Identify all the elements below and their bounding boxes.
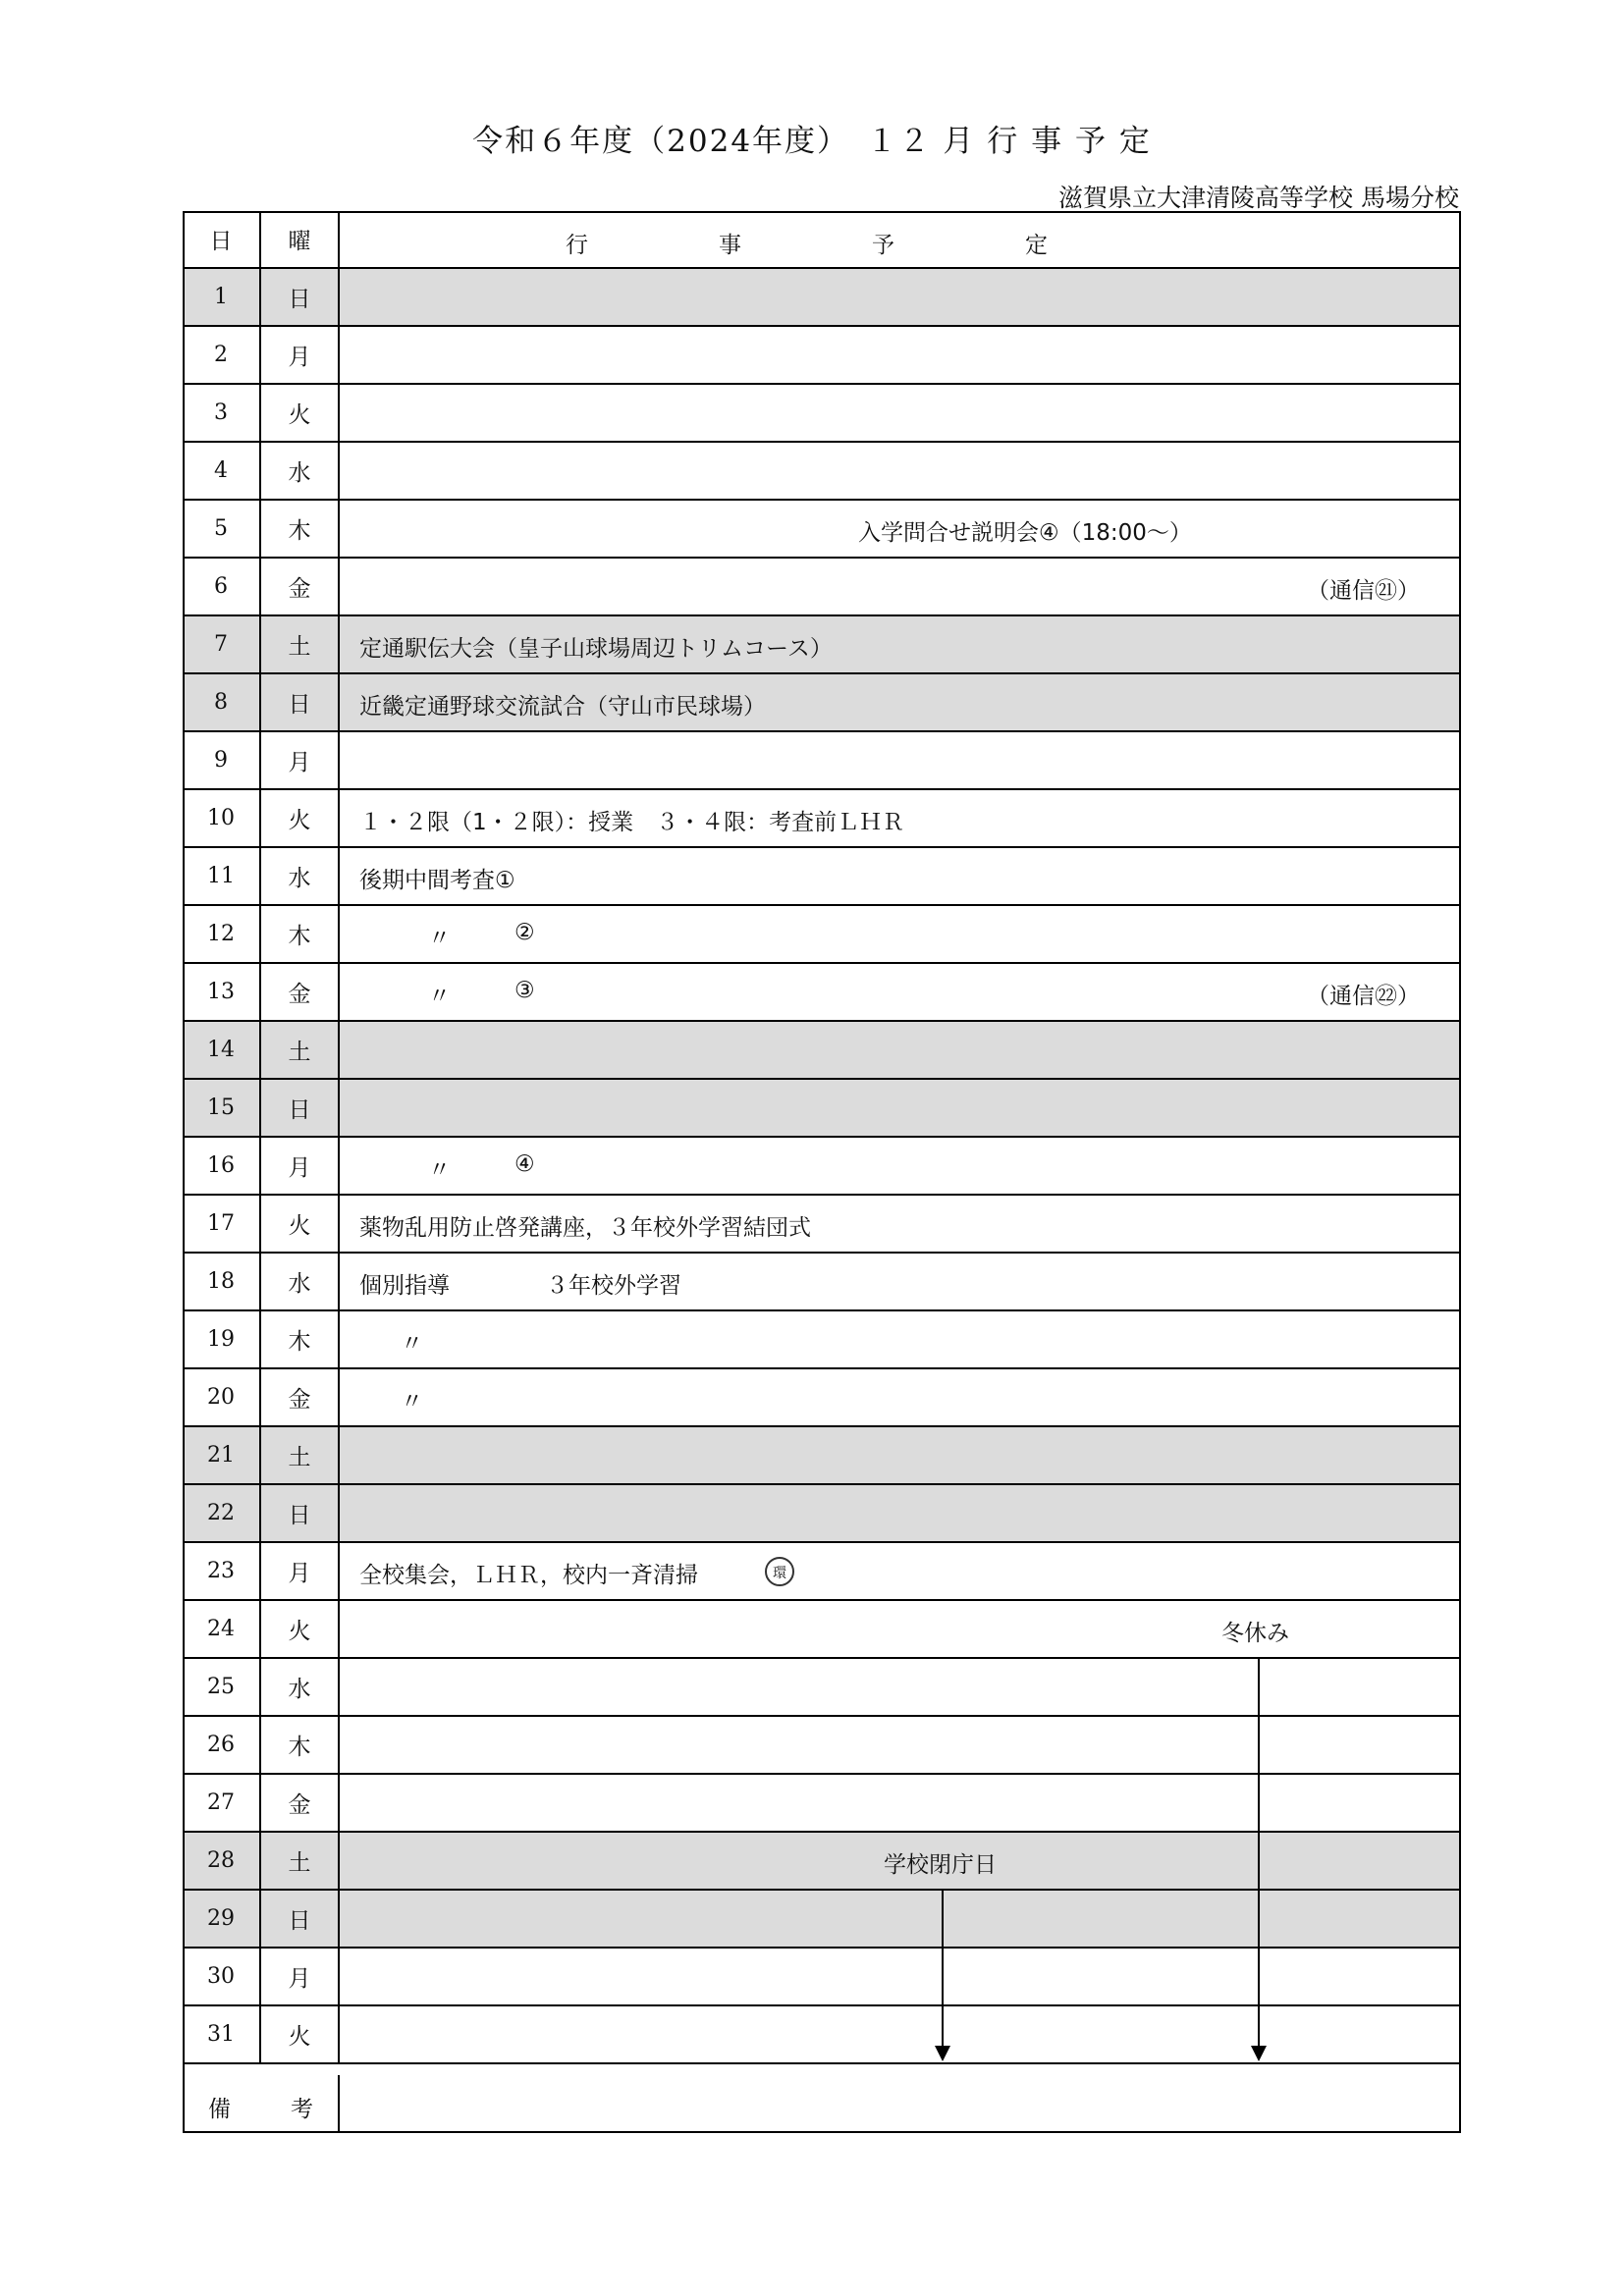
event-cell: [340, 1601, 1461, 1659]
remarks-char: 考: [291, 2097, 313, 2122]
event-cell: [340, 1138, 1461, 1196]
school-closed-label: 学校閉庁日: [884, 1852, 997, 1878]
note-text: （通信㉑）: [1307, 578, 1420, 604]
day-number: 21: [183, 1427, 261, 1485]
table-row: [183, 1485, 1461, 1543]
day-number: 24: [183, 1601, 261, 1659]
event-cell: [340, 1543, 1461, 1601]
table-row: [183, 1775, 1461, 1833]
weekday: 日: [261, 1080, 340, 1138]
event-cell: [340, 1717, 1461, 1775]
day-number: 27: [183, 1775, 261, 1833]
day-number: 15: [183, 1080, 261, 1138]
event-text: 後期中間考査①: [359, 868, 515, 893]
event-cell: [340, 616, 1461, 674]
header-events-char: 予: [872, 233, 894, 258]
day-number: 23: [183, 1543, 261, 1601]
weekday: 日: [261, 1891, 340, 1949]
day-number: 20: [183, 1369, 261, 1427]
day-number: 30: [183, 1949, 261, 2006]
table-row: [183, 674, 1461, 732]
table-row: [183, 1949, 1461, 2006]
event-text: 全校集会，ＬＨＲ，校内一斉清掃: [359, 1563, 698, 1588]
event-text: ③: [514, 978, 535, 1003]
remarks-row: [183, 2075, 1461, 2133]
header-weekday: 曜: [261, 211, 340, 269]
table-row: [183, 1196, 1461, 1254]
day-number: 4: [183, 443, 261, 501]
table-row: [183, 964, 1461, 1022]
event-cell: [340, 1022, 1461, 1080]
day-number: 11: [183, 848, 261, 906]
table-row: [183, 1311, 1461, 1369]
event-cell: [340, 906, 1461, 964]
day-number: 1: [183, 269, 261, 327]
event-cell: [340, 1833, 1461, 1891]
schedule-table: [183, 211, 1461, 2133]
table-row: [183, 1138, 1461, 1196]
weekday: 火: [261, 2006, 340, 2064]
table-row: [183, 732, 1461, 790]
day-number: 18: [183, 1254, 261, 1311]
event-cell: [340, 1427, 1461, 1485]
table-row: [183, 1369, 1461, 1427]
event-text: ②: [514, 920, 535, 945]
day-number: 2: [183, 327, 261, 385]
day-number: 31: [183, 2006, 261, 2064]
event-text: 個別指導: [359, 1273, 450, 1299]
remarks-label: [183, 2075, 340, 2133]
winter-break-span-arrow-icon: [1251, 2046, 1267, 2061]
weekday: 土: [261, 1427, 340, 1485]
table-row: [183, 385, 1461, 443]
event-text: 入学問合せ説明会④（18:00～）: [858, 520, 1192, 546]
event-cell: [340, 1775, 1461, 1833]
event-cell: [340, 848, 1461, 906]
day-number: 7: [183, 616, 261, 674]
day-number: 28: [183, 1833, 261, 1891]
page-title: 令和６年度（2024年度） １２ 月 行 事 予 定: [472, 124, 1152, 159]
weekday: 火: [261, 1601, 340, 1659]
weekday: 水: [261, 1659, 340, 1717]
ditto-mark: 〃: [401, 1331, 423, 1357]
remarks-char: 備: [208, 2097, 231, 2122]
weekday: 月: [261, 1949, 340, 2006]
ditto-mark: 〃: [428, 984, 451, 1009]
weekday: 木: [261, 1717, 340, 1775]
event-cell: [340, 559, 1461, 616]
event-cell: [340, 674, 1461, 732]
table-row: [183, 1022, 1461, 1080]
table-row: [183, 1254, 1461, 1311]
weekday: 月: [261, 1138, 340, 1196]
table-row: [183, 616, 1461, 674]
day-number: 26: [183, 1717, 261, 1775]
weekday: 金: [261, 559, 340, 616]
weekday: 月: [261, 327, 340, 385]
day-number: 16: [183, 1138, 261, 1196]
school-closed-span-arrow-icon: [935, 2046, 950, 2061]
weekday: 火: [261, 1196, 340, 1254]
day-number: 8: [183, 674, 261, 732]
environment-stamp-icon: 環: [765, 1557, 794, 1586]
event-cell: [340, 327, 1461, 385]
event-cell: [340, 501, 1461, 559]
event-cell: [340, 964, 1461, 1022]
header-day: 日: [183, 211, 261, 269]
table-row: [183, 1080, 1461, 1138]
weekday: 土: [261, 616, 340, 674]
weekday: 月: [261, 1543, 340, 1601]
header-events: [340, 211, 1461, 269]
weekday: 金: [261, 1369, 340, 1427]
table-row: [183, 559, 1461, 616]
weekday: 金: [261, 964, 340, 1022]
day-number: 5: [183, 501, 261, 559]
day-number: 22: [183, 1485, 261, 1543]
day-number: 25: [183, 1659, 261, 1717]
ditto-mark: 〃: [428, 1157, 451, 1183]
table-header: [183, 211, 1461, 269]
weekday: 木: [261, 501, 340, 559]
event-cell: [340, 1254, 1461, 1311]
event-text: ④: [514, 1151, 535, 1177]
day-number: 3: [183, 385, 261, 443]
day-number: 12: [183, 906, 261, 964]
table-row: [183, 327, 1461, 385]
weekday: 土: [261, 1833, 340, 1891]
day-number: 14: [183, 1022, 261, 1080]
event-cell: [340, 732, 1461, 790]
table-row: [183, 1833, 1461, 1891]
school-name: 滋賀県立大津清陵高等学校 馬場分校: [1058, 184, 1459, 212]
event-text: 薬物乱用防止啓発講座，３年校外学習結団式: [359, 1215, 811, 1241]
weekday: 水: [261, 848, 340, 906]
note-text: （通信㉒）: [1307, 984, 1420, 1009]
event-text: 定通駅伝大会（皇子山球場周辺トリムコース）: [359, 636, 833, 662]
table-row: [183, 2006, 1461, 2064]
day-number: 19: [183, 1311, 261, 1369]
weekday: 月: [261, 732, 340, 790]
weekday: 水: [261, 443, 340, 501]
remarks-field: [340, 2075, 1461, 2133]
header-events-char: 定: [1025, 233, 1048, 258]
ditto-mark: 〃: [428, 926, 451, 951]
table-row: [183, 1659, 1461, 1717]
event-text: １・２限（1・２限）：授業 ３・４限：考査前ＬＨＲ: [359, 810, 905, 835]
day-number: 9: [183, 732, 261, 790]
table-row: [183, 269, 1461, 327]
day-number: 10: [183, 790, 261, 848]
event-text: ３年校外学習: [546, 1273, 681, 1299]
table-row: [183, 1601, 1461, 1659]
table-row: [183, 1543, 1461, 1601]
event-cell: [340, 1659, 1461, 1717]
school-closed-span-line: [942, 1891, 944, 2048]
event-cell: [340, 1196, 1461, 1254]
table-row: [183, 1891, 1461, 1949]
event-cell: [340, 2006, 1461, 2064]
event-cell: [340, 1369, 1461, 1427]
header-events-char: 事: [719, 233, 741, 258]
weekday: 日: [261, 674, 340, 732]
event-cell: [340, 790, 1461, 848]
event-text: 近畿定通野球交流試合（守山市民球場）: [359, 694, 766, 720]
event-cell: [340, 385, 1461, 443]
table-row: [183, 790, 1461, 848]
weekday: 土: [261, 1022, 340, 1080]
event-cell: [340, 1485, 1461, 1543]
ditto-mark: 〃: [401, 1389, 423, 1415]
weekday: 木: [261, 906, 340, 964]
event-cell: [340, 1949, 1461, 2006]
weekday: 木: [261, 1311, 340, 1369]
weekday: 日: [261, 1485, 340, 1543]
event-cell: [340, 443, 1461, 501]
winter-break-label: 冬休み: [1221, 1621, 1289, 1646]
day-number: 6: [183, 559, 261, 616]
weekday: 火: [261, 385, 340, 443]
table-row: [183, 906, 1461, 964]
weekday: 火: [261, 790, 340, 848]
table-row: [183, 1717, 1461, 1775]
day-number: 29: [183, 1891, 261, 1949]
day-number: 13: [183, 964, 261, 1022]
table-row: [183, 1427, 1461, 1485]
weekday: 金: [261, 1775, 340, 1833]
header-events-char: 行: [566, 233, 588, 258]
event-cell: [340, 1080, 1461, 1138]
event-cell: [340, 1891, 1461, 1949]
weekday: 日: [261, 269, 340, 327]
weekday: 水: [261, 1254, 340, 1311]
table-row: [183, 848, 1461, 906]
event-cell: [340, 1311, 1461, 1369]
winter-break-span-line: [1258, 1659, 1260, 2048]
table-row: [183, 443, 1461, 501]
event-cell: [340, 269, 1461, 327]
table-row: [183, 501, 1461, 559]
day-number: 17: [183, 1196, 261, 1254]
